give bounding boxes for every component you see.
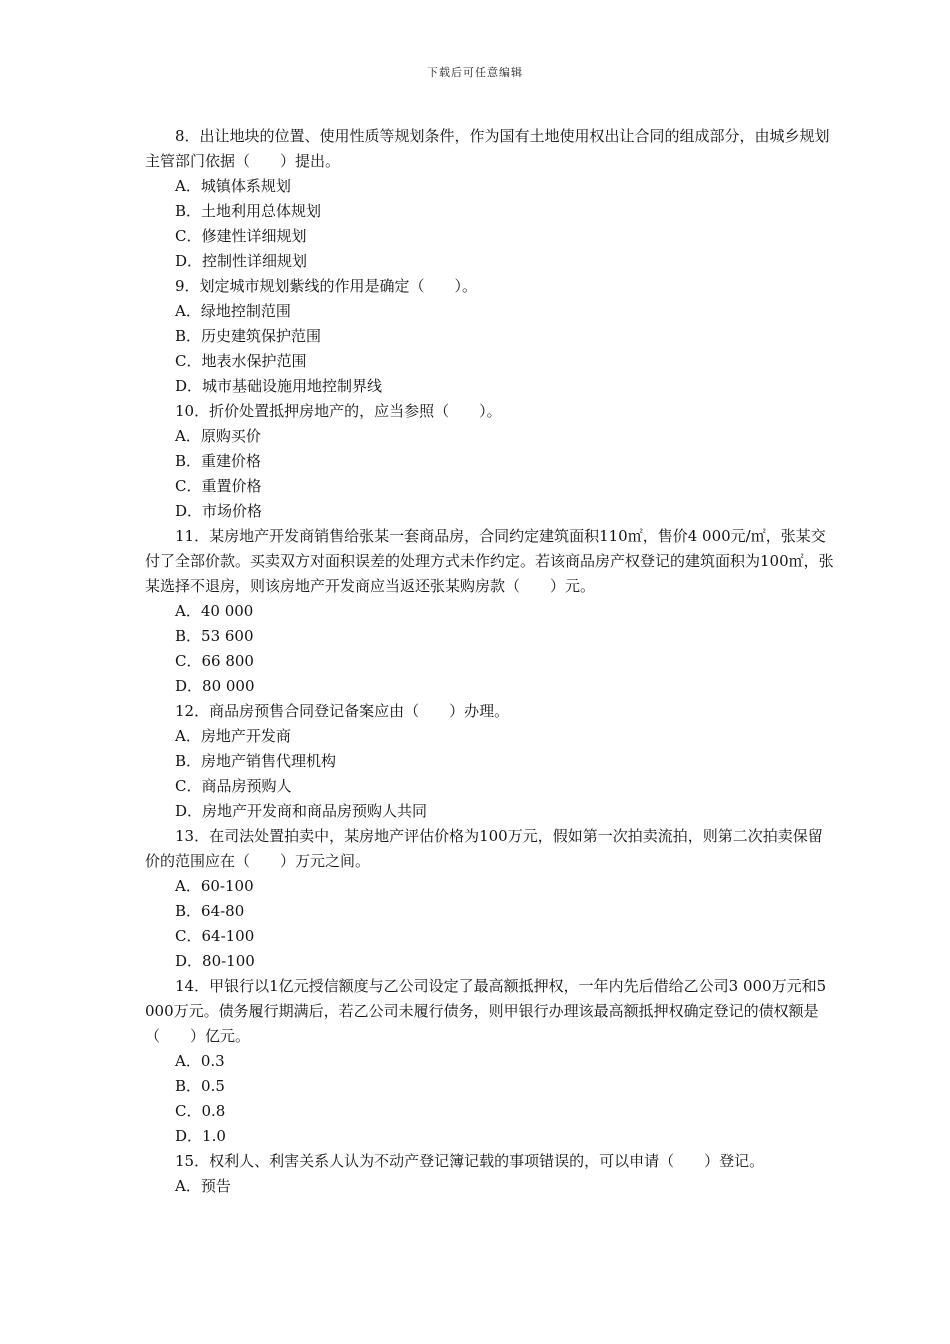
question-9 [145,274,835,399]
question-stem: 14．甲银行以1亿元授信额度与乙公司设定了最高额抵押权，一年内先后借给乙公司3 000万元和5 000万元。债务履行期满后，若乙公司未履行债务，则甲银行办理该最高额抵押权确定登记的债权额是（ ）亿元。 [145,977,827,1045]
option-b: B．历史建筑保护范围 [175,327,322,345]
option-b: B．土地利用总体规划 [175,202,322,220]
option-d: D．1.0 [175,1127,226,1145]
question-8 [145,124,835,274]
question-11 [145,524,835,699]
option-b: B．房地产销售代理机构 [175,752,337,770]
option-b: B．0.5 [175,1077,225,1095]
question-stem: 12．商品房预售合同登记备案应由（ ）办理。 [175,702,510,720]
question-15 [145,1149,835,1199]
question-stem: 9．划定城市规划紫线的作用是确定（ ）。 [175,277,478,295]
question-stem: 13．在司法处置拍卖中，某房地产评估价格为100万元，假如第一次拍卖流拍，则第二次拍卖保留价的范围应在（ ）万元之间。 [145,827,823,870]
option-c: C．商品房预购人 [175,777,292,795]
page-header: 下载后可任意编辑 [427,66,523,79]
option-a: A．原购买价 [175,427,261,445]
option-a: A．40 000 [175,602,254,620]
option-b: B．重建价格 [175,452,262,470]
option-b: B．53 600 [175,627,254,645]
option-d: D．房地产开发商和商品房预购人共同 [175,802,428,820]
option-d: D．控制性详细规划 [175,252,308,270]
option-a: A．城镇体系规划 [175,177,291,195]
option-d: D．80-100 [175,952,255,970]
question-stem: 15．权利人、利害关系人认为不动产登记簿记载的事项错误的，可以申请（ ）登记。 [175,1152,765,1170]
question-list [145,124,835,1199]
option-c: C．重置价格 [175,477,262,495]
question-13 [145,824,835,974]
question-stem: 8．出让地块的位置、使用性质等规划条件，作为国有土地使用权出让合同的组成部分，由城乡规划主管部门依据（ ）提出。 [145,127,830,170]
question-12 [145,699,835,824]
option-c: C．修建性详细规划 [175,227,307,245]
option-c: C．0.8 [175,1102,226,1120]
option-a: A．绿地控制范围 [175,302,291,320]
option-a: A．预告 [175,1177,231,1195]
option-c: C．66 800 [175,652,254,670]
option-d: D．80 000 [175,677,255,695]
question-stem: 11．某房地产开发商销售给张某一套商品房，合同约定建筑面积110㎡，售价4 000元/㎡，张某交付了全部价款。买卖双方对面积误差的处理方式未作约定。若该商品房产权登记的建筑面积为100㎡，张某选择不退房，则该房地产开发商应当返还张某购房款（ ）元。 [145,527,834,595]
option-a: A．0.3 [175,1052,225,1070]
option-c: C．64-100 [175,927,255,945]
question-stem: 10．折价处置抵押房地产的，应当参照（ ）。 [175,402,502,420]
option-d: D．城市基础设施用地控制界线 [175,377,383,395]
option-a: A．60-100 [175,877,254,895]
option-a: A．房地产开发商 [175,727,291,745]
option-d: D．市场价格 [175,502,263,520]
question-10 [145,399,835,524]
option-b: B．64-80 [175,902,245,920]
question-14 [145,974,835,1149]
option-c: C．地表水保护范围 [175,352,307,370]
